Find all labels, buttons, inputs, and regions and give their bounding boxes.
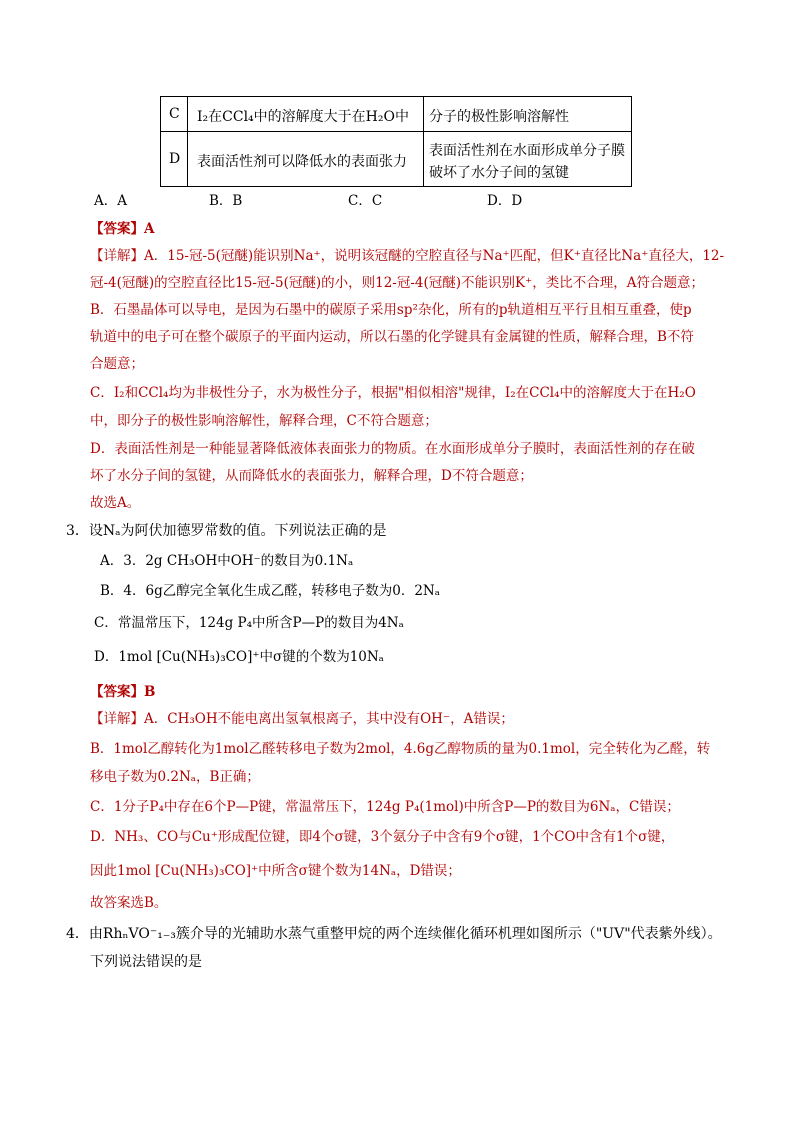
explanation-line: 【详解】A．CH₃OH不能电离出氢氧根离子，其中没有OH⁻，A错误； bbox=[90, 711, 514, 727]
explanation-line: 故答案选B。 bbox=[90, 895, 168, 911]
explanation-line: 合题意； bbox=[90, 356, 144, 372]
table-row-reason: 分子的极性影响溶解性 bbox=[429, 109, 569, 125]
explanation-line: B．1mol乙醇转化为1mol乙醛转移电子数为2mol，4.6g乙醇物质的量为0.1mol，完全转化为乙醛，转 bbox=[90, 741, 711, 757]
question-stem: 4．由RhₙVO⁻₁₋₃簇介导的光辅助水蒸气重整甲烷的两个连续催化循环机理如图所示（"UV"代表紫外线）。 bbox=[66, 926, 722, 942]
table-row-reason: 破坏了水分子间的氢键 bbox=[429, 165, 569, 181]
option-a: A．3．2g CH₃OH中OH⁻的数目为0.1Nₐ bbox=[100, 553, 354, 569]
table-row-label: D bbox=[169, 151, 181, 167]
option-b: B．B bbox=[209, 193, 243, 209]
table-row-divider bbox=[161, 131, 631, 132]
explanation-line: B．石墨晶体可以导电，是因为石墨中的碳原子采用sp²杂化，所有的p轨道相互平行且相互重叠，使p bbox=[90, 302, 692, 318]
answer-label: 【答案】A bbox=[90, 221, 155, 237]
question-stem-cont: 下列说法错误的是 bbox=[90, 954, 202, 970]
answer-label: 【答案】B bbox=[90, 684, 156, 700]
explanation-line: 轨道中的电子可在整个碳原子的平面内运动，所以石墨的化学键具有金属键的性质，解释合理，B不符 bbox=[90, 329, 694, 345]
options-table bbox=[160, 96, 632, 187]
explanation-line: D．NH₃、CO与Cu⁺形成配位键，即4个σ键，3个氨分子中含有9个σ键，1个CO中含有1个σ键， bbox=[90, 829, 675, 845]
question-stem: 3．设Nₐ为阿伏加德罗常数的值。下列说法正确的是 bbox=[66, 523, 387, 539]
table-col-divider bbox=[187, 97, 188, 186]
table-row-item: I₂在CCl₄中的溶解度大于在H₂O中 bbox=[197, 109, 409, 125]
explanation-line: 故选A。 bbox=[90, 495, 141, 511]
table-col-divider bbox=[423, 97, 424, 186]
explanation-line: 【详解】A．15-冠-5(冠醚)能识别Na⁺，说明该冠醚的空腔直径与Na⁺匹配，但K⁺直径比Na⁺直径大，12- bbox=[90, 248, 725, 264]
explanation-line: 中，即分子的极性影响溶解性，解释合理，C不符合题意； bbox=[90, 413, 438, 429]
table-row-reason: 表面活性剂在水面形成单分子膜 bbox=[429, 143, 625, 159]
explanation-line: C．1分子P₄中存在6个P—P键，常温常压下，124g P₄(1mol)中所含P—P的数目为6Nₐ，C错误； bbox=[90, 799, 680, 815]
explanation-line: C．I₂和CCl₄均为非极性分子，水为极性分子，根据"相似相溶"规律，I₂在CCl₄中的溶解度大于在H₂O bbox=[90, 385, 696, 401]
explanation-line: 坏了水分子间的氢键，从而降低水的表面张力，解释合理，D不符合题意； bbox=[90, 468, 533, 484]
option-c: C．C bbox=[348, 193, 383, 209]
explanation-line: D．表面活性剂是一种能显著降低液体表面张力的物质。在水面形成单分子膜时，表面活性剂的存在破 bbox=[90, 441, 695, 457]
option-d: D．D bbox=[487, 193, 523, 209]
explanation-line: 移电子数为0.2Nₐ，B正确； bbox=[90, 769, 260, 785]
explanation-line: 冠-4(冠醚)的空腔直径比15-冠-5(冠醚)的小，则12-冠-4(冠醚)不能识别K⁺，类比不合理，A符合题意； bbox=[90, 275, 704, 291]
table-row-item: 表面活性剂可以降低水的表面张力 bbox=[197, 154, 407, 170]
option-b: B．4．6g乙醇完全氧化生成乙醛，转移电子数为0．2Nₐ bbox=[100, 583, 440, 599]
option-c: C．常温常压下，124g P₄中所含P—P的数目为4Nₐ bbox=[94, 615, 404, 631]
option-a: A．A bbox=[94, 193, 127, 209]
option-d: D．1mol [Cu(NH₃)₃CO]⁺中σ键的个数为10Nₐ bbox=[94, 649, 384, 665]
table-row-label: C bbox=[169, 106, 180, 122]
explanation-line: 因此1mol [Cu(NH₃)₃CO]⁺中所含σ键个数为14Nₐ，D错误； bbox=[90, 863, 461, 879]
